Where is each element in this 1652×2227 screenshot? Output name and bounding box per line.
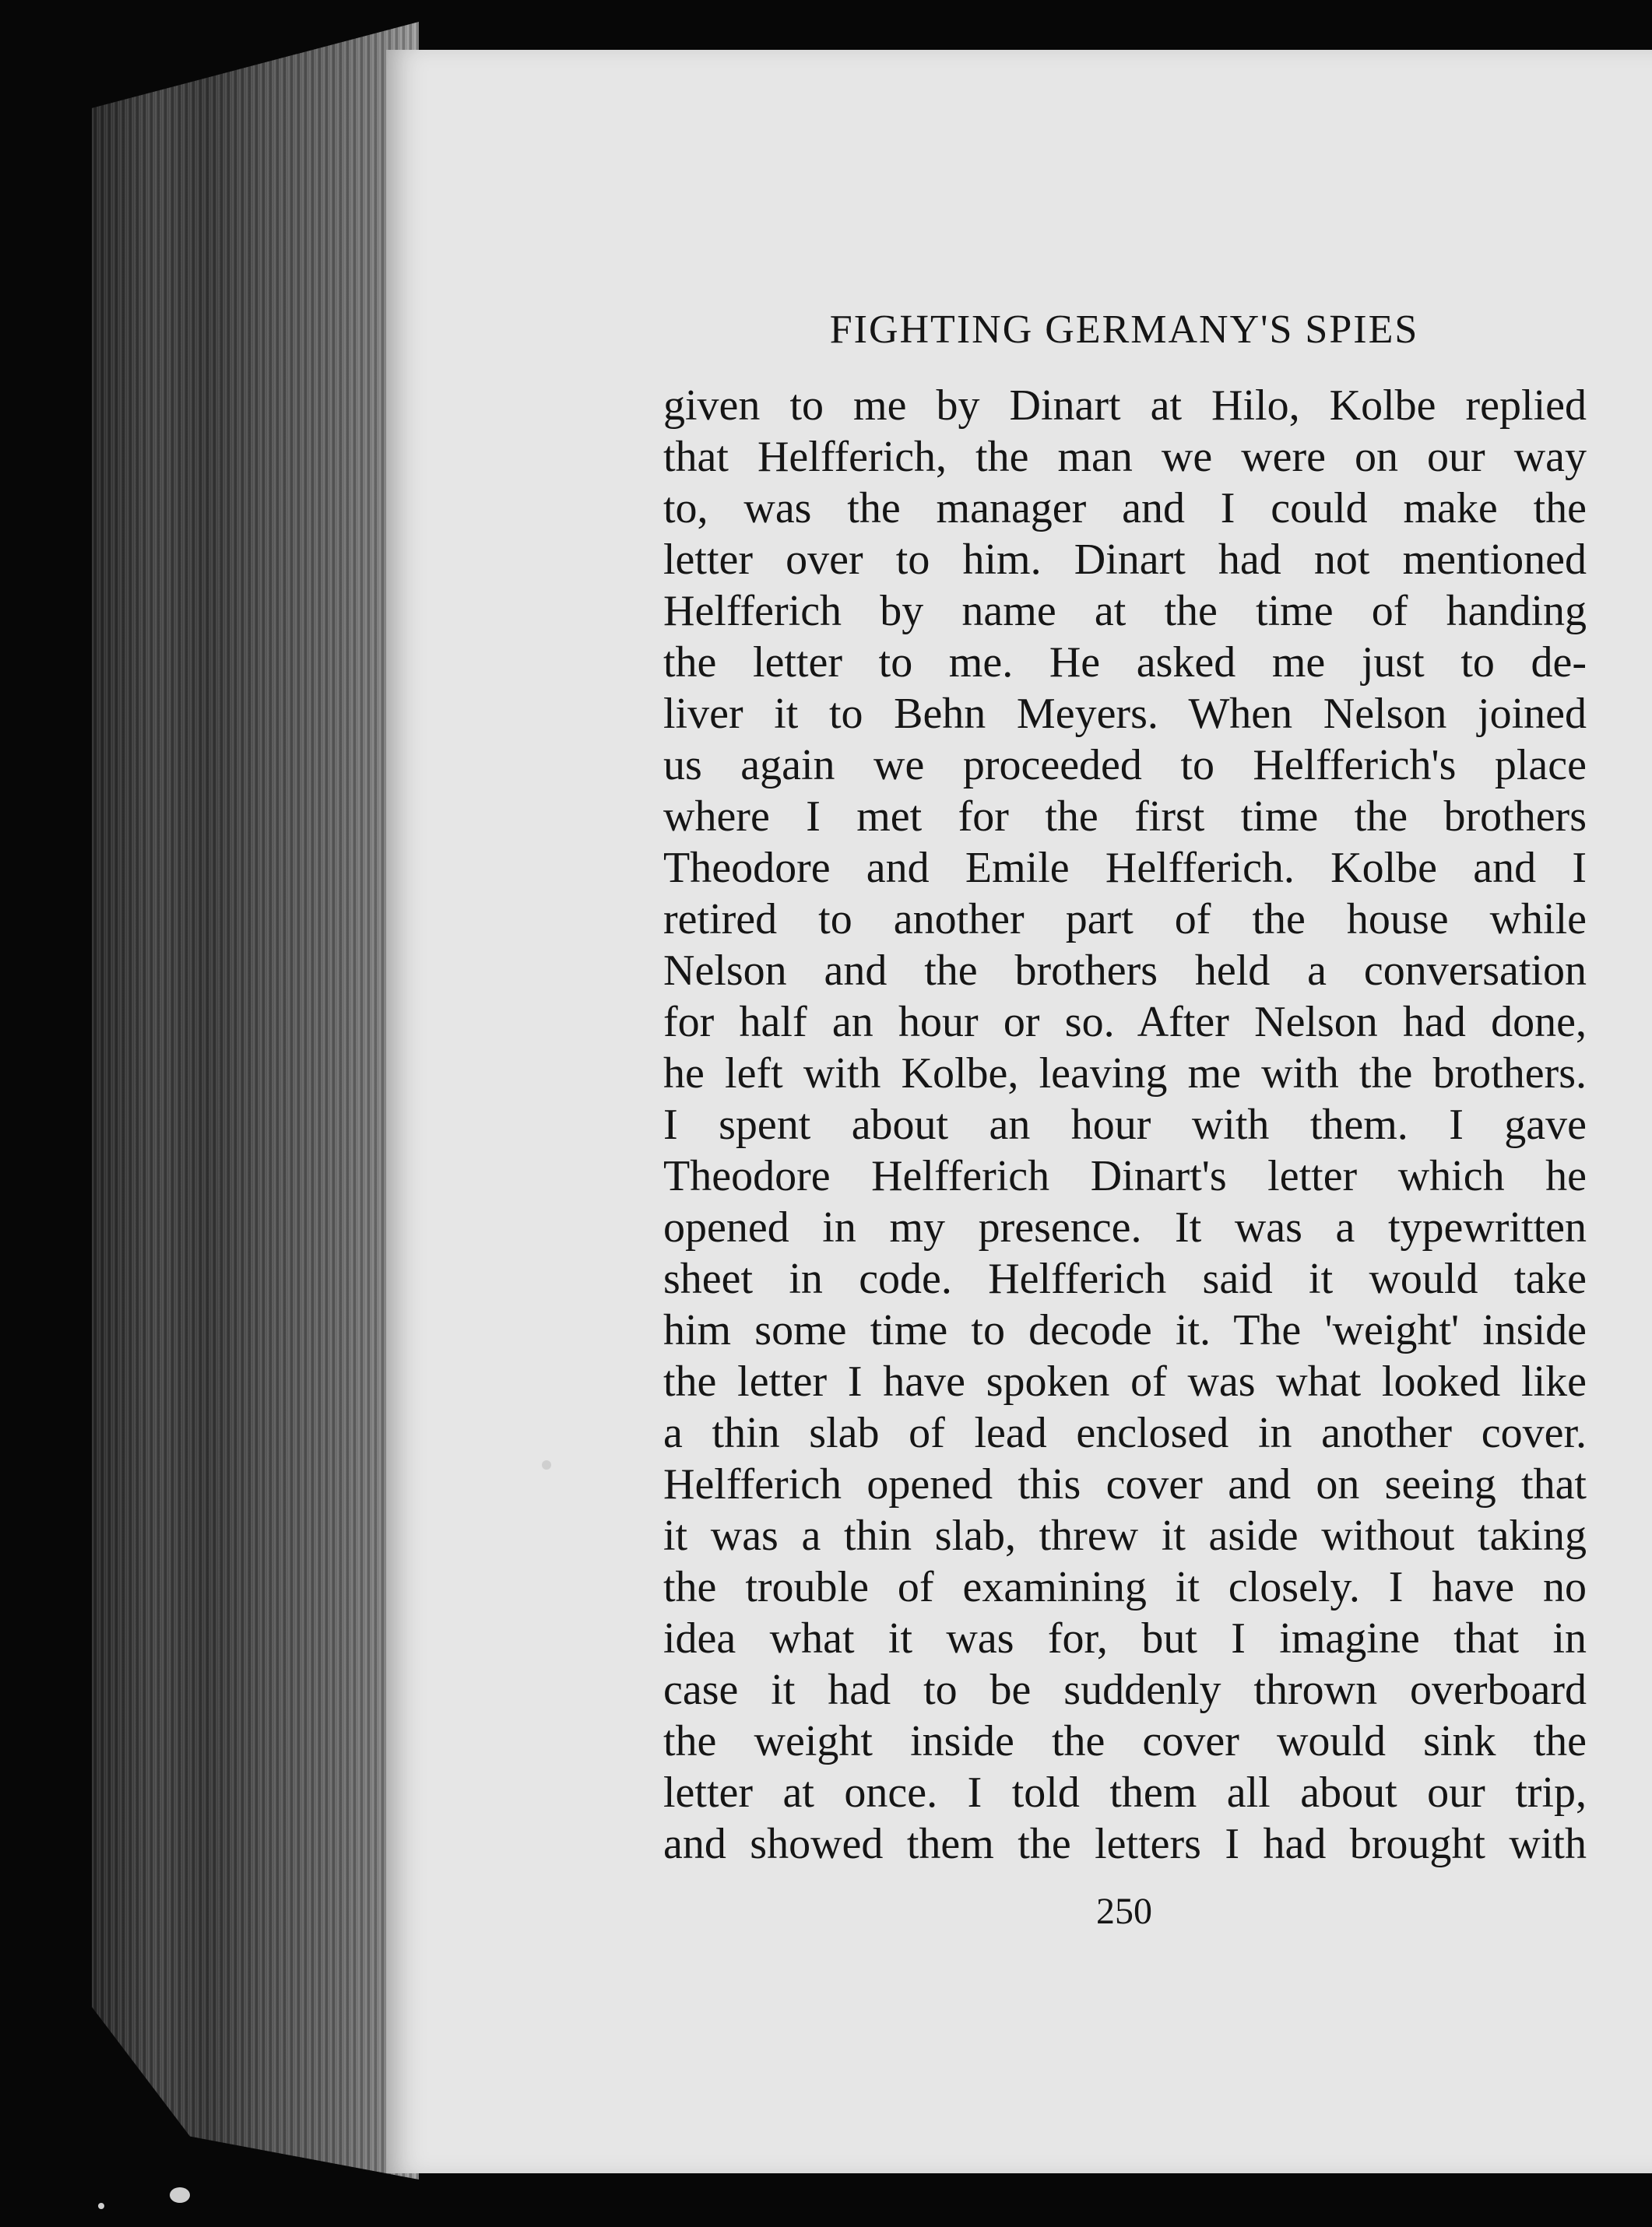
body-text	[663, 380, 1587, 1870]
page-number: 250	[1096, 1891, 1152, 1932]
text-line: to, was the manager and I could make the	[663, 484, 1587, 532]
text-line: retired to another part of the house while	[663, 895, 1587, 943]
text-line: I spent about an hour with them. I gave	[663, 1101, 1587, 1149]
text-line: letter over to him. Dinart had not mentioned	[663, 536, 1587, 584]
text-line: Helfferich by name at the time of handing	[663, 587, 1587, 635]
text-line: a thin slab of lead enclosed in another cover.	[663, 1409, 1587, 1457]
text-line: him some time to decode it. The 'weight' inside	[663, 1306, 1587, 1354]
text-line: Helfferich opened this cover and on seeing that	[663, 1460, 1587, 1509]
text-line: liver it to Behn Meyers. When Nelson joined	[663, 690, 1587, 738]
text-line: for half an hour or so. After Nelson had done,	[663, 998, 1587, 1046]
text-line: the letter to me. He asked me just to de-	[663, 638, 1587, 687]
text-line: the letter I have spoken of was what looked like	[663, 1358, 1587, 1406]
text-line: case it had to be suddenly thrown overboard	[663, 1666, 1587, 1714]
dust-speck	[98, 2203, 104, 2209]
text-line: sheet in code. Helfferich said it would take	[663, 1255, 1587, 1303]
text-line: opened in my presence. It was a typewritten	[663, 1203, 1587, 1252]
text-line: the trouble of examining it closely. I have no	[663, 1563, 1587, 1611]
book-page-edges	[92, 22, 419, 2180]
text-line: the weight inside the cover would sink the	[663, 1717, 1587, 1765]
text-line: it was a thin slab, threw it aside without taking	[663, 1512, 1587, 1560]
text-line: where I met for the first time the brothers	[663, 792, 1587, 841]
text-line: given to me by Dinart at Hilo, Kolbe replied	[663, 381, 1587, 430]
book-page	[386, 50, 1652, 2173]
running-head: FIGHTING GERMANY'S SPIES	[829, 307, 1419, 352]
text-line: letter at once. I told them all about our trip,	[663, 1769, 1587, 1817]
text-line: he left with Kolbe, leaving me with the brothers.	[663, 1049, 1587, 1098]
text-line: Nelson and the brothers held a conversation	[663, 947, 1587, 995]
text-line: idea what it was for, but I imagine that in	[663, 1614, 1587, 1663]
text-line: Theodore Helfferich Dinart's letter which he	[663, 1152, 1587, 1200]
text-line: that Helfferich, the man we were on our way	[663, 433, 1587, 481]
text-line: and showed them the letters I had brought with	[663, 1820, 1587, 1868]
dust-speck	[542, 1460, 551, 1470]
dust-speck	[170, 2187, 190, 2203]
text-line: Theodore and Emile Helfferich. Kolbe and I	[663, 844, 1587, 892]
text-line: us again we proceeded to Helfferich's place	[663, 741, 1587, 789]
